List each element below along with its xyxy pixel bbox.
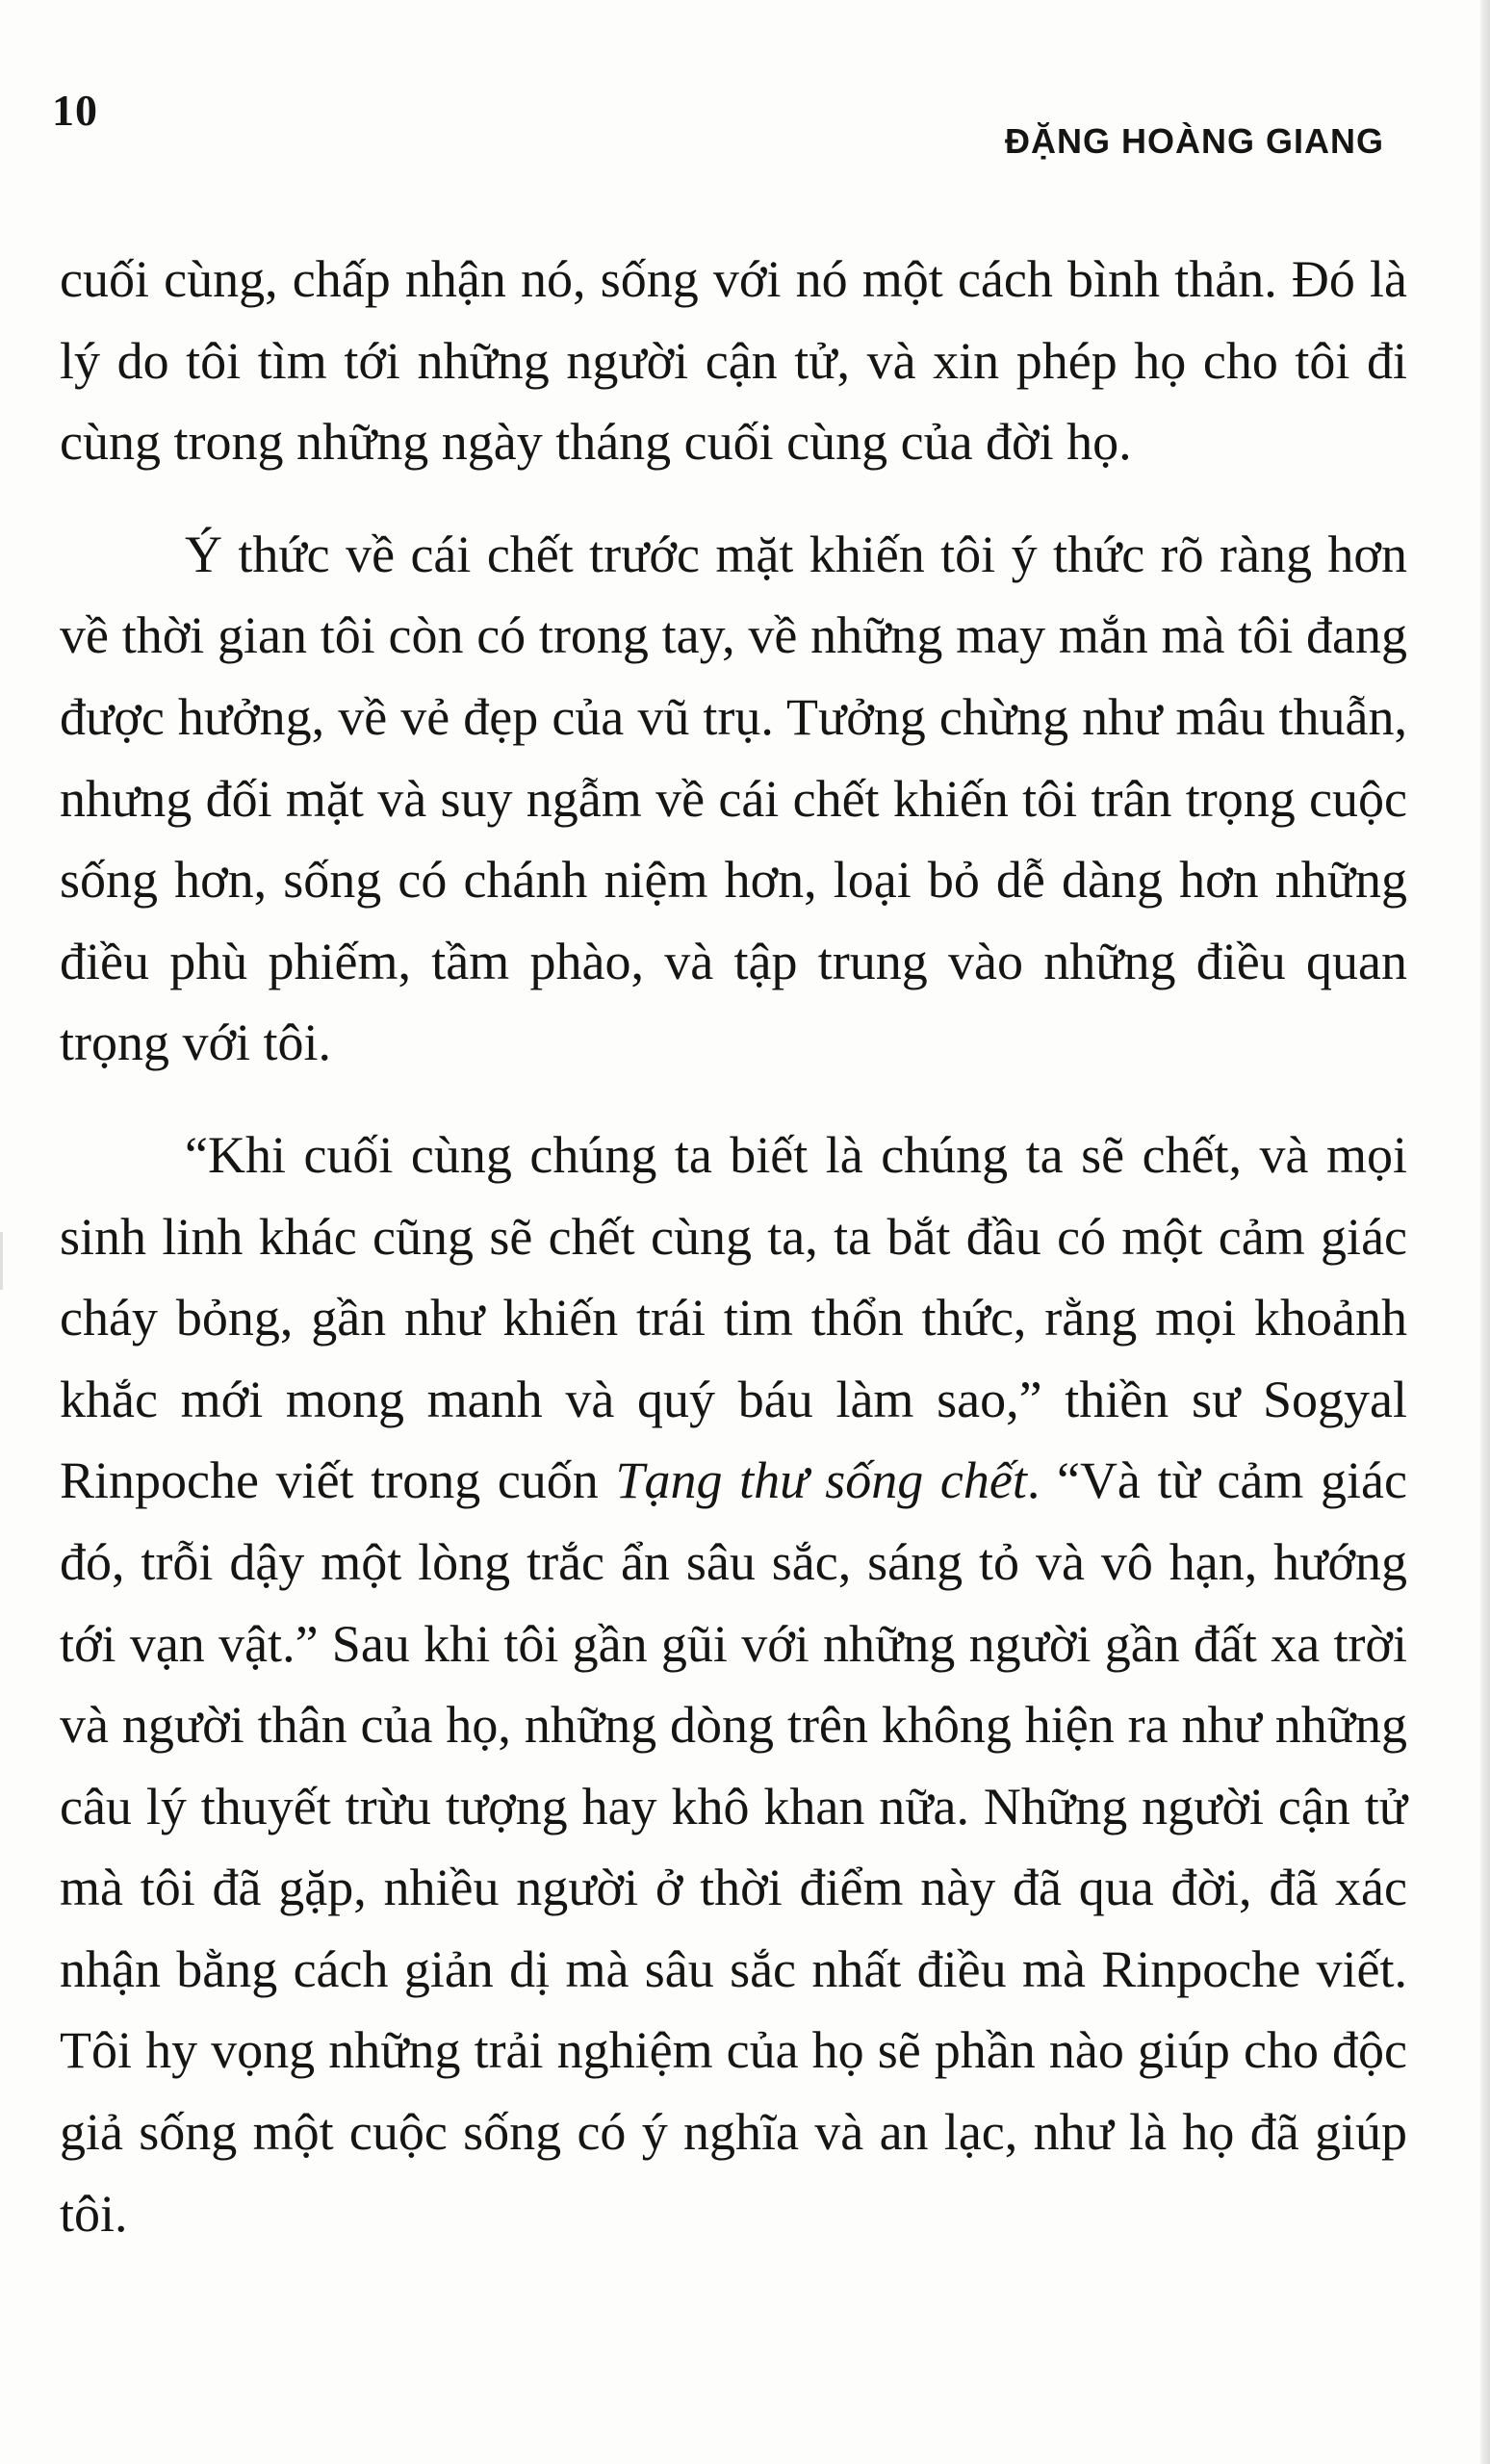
body-text (60, 239, 1407, 2254)
scan-mark (0, 1232, 3, 1290)
page-number: 10 (52, 86, 98, 135)
paragraph-3-text-end: . “Và từ cảm giác đó, trỗi dậy một lòng trắc ẩn sâu sắc, sáng tỏ và vô hạn, hướng tới vạn vật.” Sau khi tôi gần gũi với những người gần đất xa trời và người thân của họ, những dòng trên không hiện ra như những câu lý thuyết trừu tượng hay khô khan nữa. Những người cận tử mà tôi đã gặp, nhiều người ở thời điểm này đã qua đời, đã xác nhận bằng cách giản dị mà sâu sắc nhất điều mà Rinpoche viết. Tôi hy vọng những trải nghiệm của họ sẽ phần nào giúp cho độc giả sống một cuộc sống có ý nghĩa và an lạc, như là họ đã giúp tôi. (60, 1451, 1407, 2243)
page-edge-shadow (1480, 0, 1490, 2464)
paragraph-1: cuối cùng, chấp nhận nó, sống với nó một cách bình thản. Đó là lý do tôi tìm tới những người cận tử, và xin phép họ cho tôi đi cùng trong những ngày tháng cuối cùng của đời họ. (60, 250, 1407, 472)
book-title: Tạng thư sống chết (615, 1451, 1027, 1510)
paragraph-2: Ý thức về cái chết trước mặt khiến tôi ý thức rõ ràng hơn về thời gian tôi còn có trong tay, về những may mắn mà tôi đang được hưởng, về vẻ đẹp của vũ trụ. Tưởng chừng như mâu thuẫn, nhưng đối mặt và suy ngẫm về cái chết khiến tôi trân trọng cuộc sống hơn, sống có chánh niệm hơn, loại bỏ dễ dàng hơn những điều phù phiếm, tầm phào, và tập trung vào những điều quan trọng với tôi. (60, 525, 1407, 1072)
running-head-author: ĐẶNG HOÀNG GIANG (1005, 121, 1384, 161)
paragraph-3 (60, 1115, 1407, 2254)
paragraph-3-text-start: “Khi cuối cùng chúng ta biết là chúng ta sẽ chết, và mọi sinh linh khác cũng sẽ chết cùng ta, ta bắt đầu có một cảm giác cháy bỏng, gần như khiến trái tim thổn thức, rằng mọi khoảnh khắc mới mong manh và quý báu làm sao,” thiền sư Sogyal Rinpoche viết trong cuốn (60, 1125, 1407, 1510)
